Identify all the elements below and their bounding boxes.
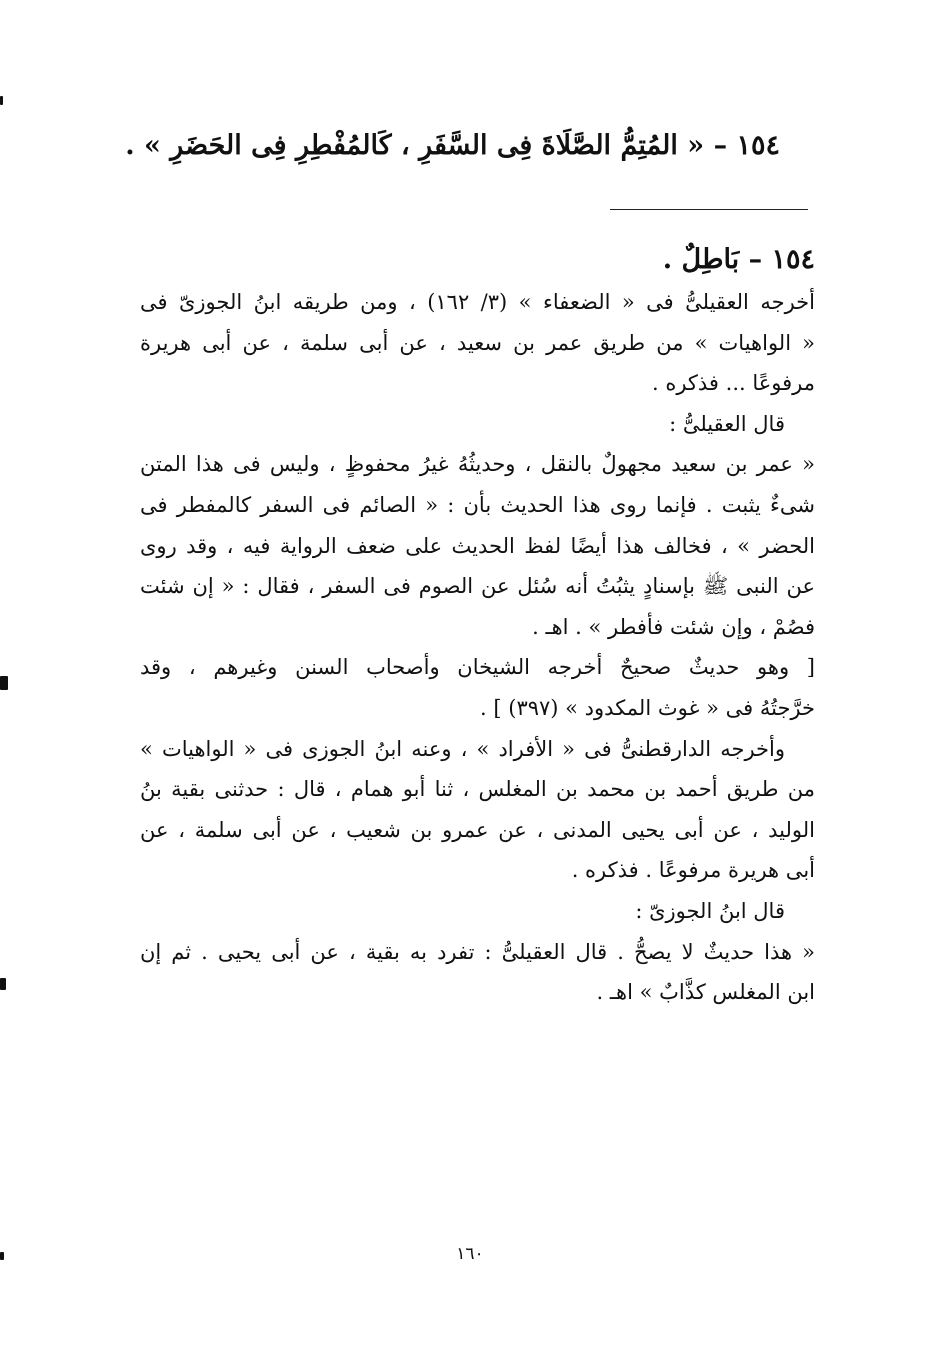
text-line: الحضر » ، فخالف هذا أيضًا لفظ الحديث على ضعف الرواية فيه ، وقد روى: [140, 533, 815, 558]
page-number: ١٦٠: [456, 1244, 484, 1264]
text-line: « هذا حديثٌ لا يصحُّ . قال العقيلىُّ : تفرد به بقية ، عن أبى يحيى . ثم إن: [140, 939, 815, 964]
text-line: من طريق أحمد بن محمد بن المغلس ، ثنا أبو همام ، قال : حدثنى بقية بنُ: [140, 777, 815, 802]
text-line: فصُمْ ، وإن شئت فأفطر » . اهـ .: [532, 614, 815, 639]
text-line: أبى هريرة مرفوعًا . فذكره .: [571, 858, 815, 883]
text-line: قال ابنُ الجوزىّ :: [635, 898, 785, 923]
commentary-paragraph: [140, 444, 815, 647]
text-line: ابن المغلس كذَّابٌ » اهـ .: [596, 980, 815, 1005]
scan-edge-mark: [0, 96, 3, 105]
commentary-body: [140, 282, 815, 1013]
text-line: شىءٌ يثبت . فإنما روى هذا الحديث بأن : « الصائم فى السفر كالمفطر فى: [140, 492, 815, 517]
footnote-divider: [610, 209, 808, 210]
commentary-paragraph: [140, 647, 815, 728]
text-line: قال العقيلىُّ :: [669, 411, 785, 436]
commentary-paragraph: [140, 282, 815, 404]
commentary-section: [140, 238, 815, 1013]
commentary-paragraph: [140, 932, 815, 1013]
commentary-paragraph: [140, 404, 815, 445]
scan-edge-mark: [0, 676, 8, 690]
text-line: وأخرجه الدارقطنىُّ فى « الأفراد » ، وعنه ابنُ الجوزى فى « الواهيات »: [140, 736, 785, 761]
text-line: أخرجه العقيلىُّ فى « الضعفاء » (٣/ ١٦٢) ، ومن طريقه ابنُ الجوزىّ فى: [140, 290, 815, 314]
text-line: « الواهيات » من طريق عمر بن سعيد ، عن أبى سلمة ، عن أبى هريرة: [140, 330, 815, 355]
text-line: الوليد ، عن أبى يحيى المدنى ، عن عمرو بن شعيب ، عن أبى سلمة ، عن: [140, 817, 815, 842]
text-line: خرَّجتُهُ فى « غوث المكدود » (٣٩٧) ] .: [480, 695, 815, 720]
text-line: « عمر بن سعيد مجهولٌ بالنقل ، وحديثُهُ غيرُ محفوظٍ ، وليس فى هذا المتن: [140, 452, 815, 477]
scan-edge-mark: [0, 1252, 4, 1260]
hadith-title: ١٥٤ – « المُتِمُّ الصَّلَاةَ فِى السَّفَرِ ، كَالمُفْطِرِ فِى الحَضَرِ » .: [125, 130, 780, 161]
scan-edge-mark: [0, 978, 6, 990]
text-line: عن النبى ﷺ بإسنادٍ يثبُتُ أنه سُئل عن الصوم فى السفر ، فقال : « إن شئت: [140, 574, 815, 599]
text-line: مرفوعًا ... فذكره .: [651, 371, 815, 396]
text-line: [ وهو حديثٌ صحيحٌ أخرجه الشيخان وأصحاب السنن وغيرهم ، وقد: [140, 655, 815, 680]
commentary-paragraph: [140, 891, 815, 932]
verdict-heading: ١٥٤ – بَاطِلٌ .: [662, 244, 815, 275]
commentary-paragraph: [140, 729, 815, 891]
